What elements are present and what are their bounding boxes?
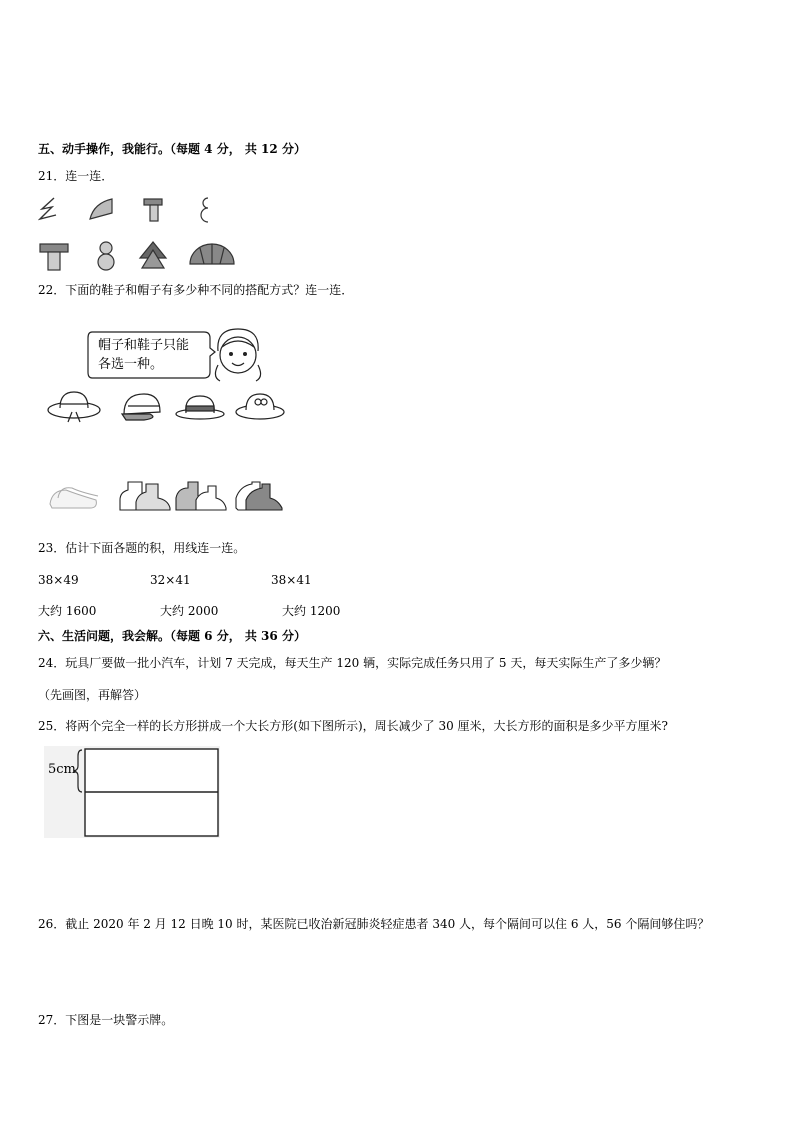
width-label: 5cm [48,762,76,777]
rectangle-figure [44,746,220,838]
question-24: 24．玩具厂要做一批小汽车，计划 7 天完成，每天生产 120 辆，实际完成任务只用了 5 天，每天实际生产了多少辆？ [38,656,667,670]
question-24-note: （先画图，再解答） [38,688,147,702]
question-22: 22．下面的鞋子和帽子有多少种不同的搭配方式？连一连． [38,283,354,297]
half-pine-tree-icon [40,198,56,219]
speech-bubble [86,330,216,380]
shoes-row [46,478,286,514]
cap-icon [122,394,160,420]
section6-heading: 六、生活问题，我会解。（每题 6 分， 共 36 分） [38,629,306,643]
pine-tree-icon [140,242,166,268]
q23-answer-2: 大约 2000 [160,604,219,618]
section5-heading: 五、动手操作，我能行。（每题 4 分， 共 12 分） [38,142,306,156]
boots-pair-icon [120,482,170,510]
sun-hat-icon [48,392,100,422]
q23-expr-3: 38×41 [271,573,312,587]
q23-expr-2: 32×41 [150,573,191,587]
half-snowman-icon [201,198,208,222]
q23-answer-3: 大约 1200 [282,604,341,618]
half-umbrella-icon [90,199,112,219]
question-25: 25．将两个完全一样的长方形拼成一个大长方形(如下图所示)，周长减少了 30 厘米，大长方形的面积是多少平方厘米? [38,719,668,733]
umbrella-icon [190,244,234,264]
bonnet-hat-icon [236,394,284,419]
question-23: 23．估计下面各题的积，用线连一连。 [38,541,246,555]
girl-face-icon [212,325,264,383]
sports-shoes-icon [236,482,282,510]
q23-expr-1: 38×49 [38,573,79,587]
question-27: 27．下图是一块警示牌。 [38,1013,174,1027]
half-mushroom-icon [144,199,162,221]
q23-answer-1: 大约 1600 [38,604,97,618]
bubble-line-1: 帽子和鞋子只能 [98,338,190,353]
q21-top-row [38,195,218,225]
question-26: 26．截止 2020 年 2 月 12 日晚 10 时，某医院已收治新冠肺炎轻症患者 340 人，每个隔间可以住 6 人，56 个隔间够住吗？ [38,917,710,931]
high-top-shoes-icon [176,482,226,510]
snowman-icon [98,242,114,270]
hats-row [46,388,286,424]
bubble-line-2: 各选一种。 [98,357,164,372]
question-21: 21．连一连． [38,169,114,183]
fedora-hat-icon [176,396,224,419]
sneakers-pair-icon [50,488,98,508]
q21-bottom-row [38,240,238,272]
mushroom-icon [40,244,68,270]
